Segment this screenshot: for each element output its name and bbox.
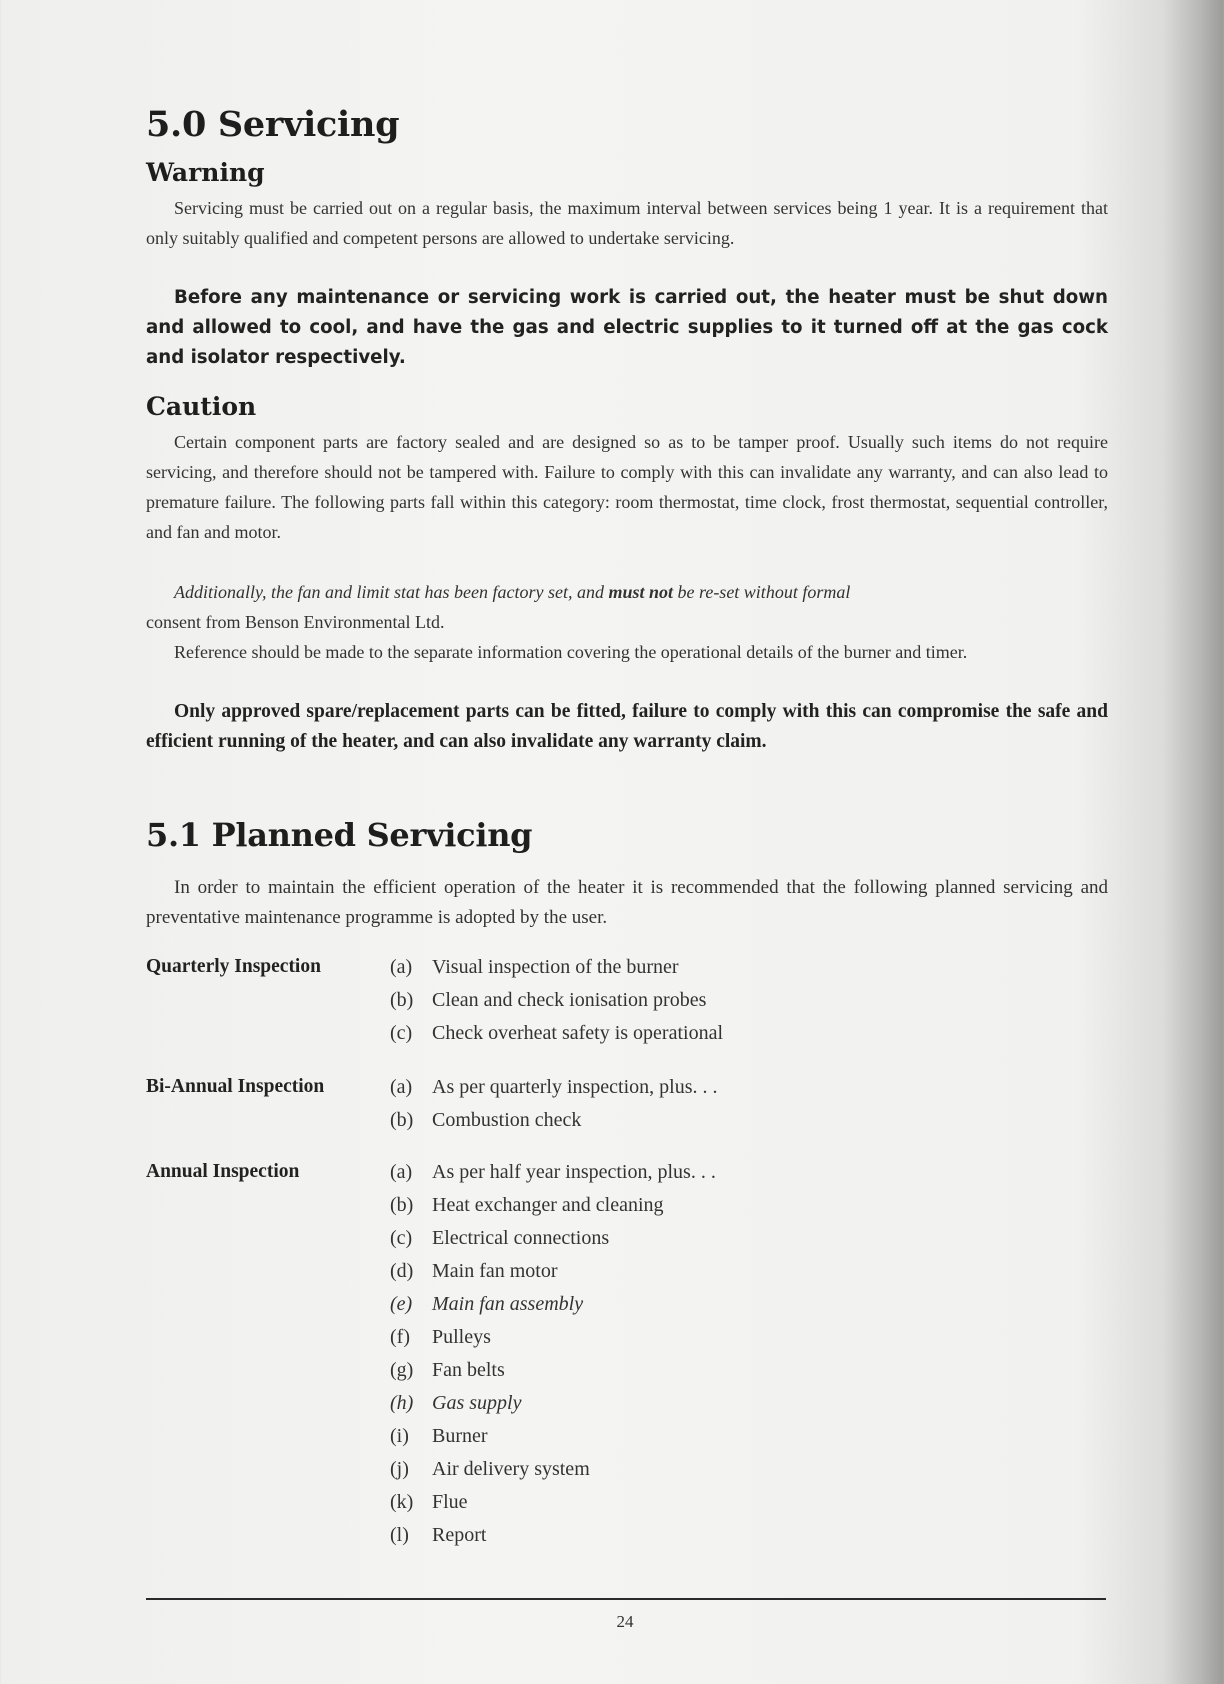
list-item: (a) As per quarterly inspection, plus. . . [390,1076,718,1098]
list-item: (c) Check overheat safety is operational [390,1022,723,1044]
quarterly-inspection-label: Quarterly Inspection [146,956,321,977]
planned-intro-text: In order to maintain the efficient operation of the heater it is recommended that the following planned servicing and preventative maintenance programme is adopted by the user. [146,877,1108,928]
list-item: (a) As per half year inspection, plus. . . [390,1161,716,1183]
warning-bold-text: Before any maintenance or servicing work is carried out, the heater must be shut down and allowed to cool, and have the gas and electric supplies to it turned off at the gas cock and isolator respectively. [146,287,1108,368]
warning-bold-paragraph [146,283,1108,373]
list-item: (l) Report [390,1524,487,1546]
list-item: (f) Pulleys [390,1326,491,1348]
caution-italic-paragraph [146,577,1108,637]
caution-italic-start: Additionally, the fan and limit stat has been factory set, and [174,582,609,602]
list-item: (b) Heat exchanger and cleaning [390,1194,664,1216]
annual-inspection-label: Annual Inspection [146,1161,300,1182]
warning-paragraph [146,193,1108,253]
list-item: (b) Combustion check [390,1109,582,1131]
caution-paragraph-text: Certain component parts are factory sealed and are designed so as to be tamper proof. Usually such items do not require servicing, and therefore should not be tampered with. Failure to comply with this can invalidate any warranty, and can also lead to premature failure. The following parts fall within this category: room thermostat, time clock, frost thermostat, sequential controller, and fan and motor. [146,432,1108,542]
list-item: (g) Fan belts [390,1359,505,1381]
bi-annual-inspection-label: Bi-Annual Inspection [146,1076,325,1097]
section-5-1-title: 5.1 Planned Servicing [146,816,533,854]
list-item: (k) Flue [390,1491,468,1513]
caution-italic-tail: consent from Benson Environmental Ltd. [146,612,445,632]
list-item: (i) Burner [390,1425,488,1447]
section-5-0-title: 5.0 Servicing [146,104,400,145]
caution-reference-text: Reference should be made to the separate information covering the operational details of the burner and timer. [174,642,968,662]
page-number: 24 [616,1612,634,1631]
list-item: (j) Air delivery system [390,1458,590,1480]
list-item: (d) Main fan motor [390,1260,558,1282]
list-item: (a) Visual inspection of the burner [390,956,679,978]
list-item: (e) Main fan assembly [390,1293,584,1315]
caution-bold-paragraph [146,697,1108,757]
list-item: (b) Clean and check ionisation probes [390,989,707,1011]
planned-intro-paragraph [146,873,1108,933]
caution-heading: Caution [146,392,257,421]
caution-bold-text: Only approved spare/replacement parts can be fitted, failure to comply with this can compromise the safe and efficient running of the heater, and can also invalidate any warranty claim. [146,701,1108,752]
list-item: (c) Electrical connections [390,1227,610,1249]
warning-paragraph-text: Servicing must be carried out on a regular basis, the maximum interval between services being 1 year. It is a requirement that only suitably qualified and competent persons are allowed to undertake servicing. [146,198,1108,248]
caution-reference-paragraph [146,637,1108,667]
caution-italic-end: be re-set without formal [673,582,851,602]
footer-rule [146,1598,1106,1600]
caution-paragraph [146,427,1108,547]
list-item: (h) Gas supply [390,1392,522,1414]
warning-heading: Warning [146,158,265,187]
caution-must-not: must not [608,582,673,602]
